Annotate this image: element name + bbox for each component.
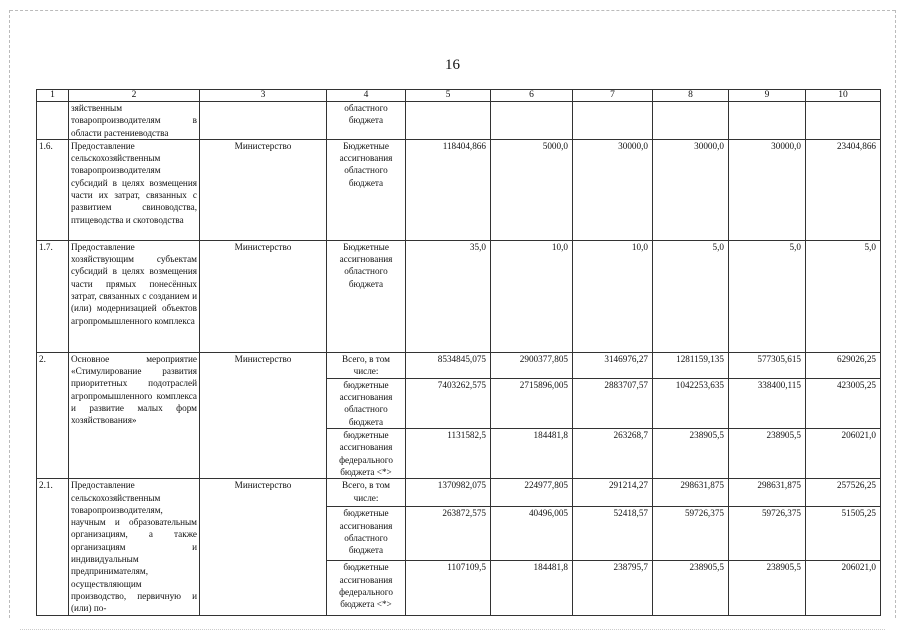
- header-cell: 9: [729, 90, 806, 102]
- value-year-2: 291214,27: [573, 479, 653, 507]
- value-year-3: [653, 102, 729, 140]
- value-total: 1131582,5: [406, 429, 491, 479]
- value-year-2: 52418,57: [573, 507, 653, 561]
- value-year-1: 2715896,005: [491, 378, 573, 428]
- header-cell: 8: [653, 90, 729, 102]
- activity-name: Основное мероприятие «Стимулирование развития приоритетных подотраслей агропромышленного комплекса и развитие малых форм хозяйствования»: [69, 352, 200, 478]
- value-year-5: 257526,25: [806, 479, 881, 507]
- value-total: 7403262,575: [406, 378, 491, 428]
- header-row: [37, 90, 881, 102]
- header-cell: 1: [37, 90, 69, 102]
- value-year-5: 5,0: [806, 240, 881, 352]
- value-year-1: 40496,005: [491, 507, 573, 561]
- funding-source: областного бюджета: [327, 102, 406, 140]
- page-edge-right: [895, 10, 896, 618]
- header-cell: 2: [69, 90, 200, 102]
- value-year-4: 298631,875: [729, 479, 806, 507]
- value-year-3: 30000,0: [653, 139, 729, 240]
- value-year-1: 10,0: [491, 240, 573, 352]
- value-year-4: [729, 102, 806, 140]
- funding-source: Бюджетные ассигнования областного бюджета: [327, 139, 406, 240]
- page-number: 16: [445, 57, 460, 73]
- header-cell: 6: [491, 90, 573, 102]
- funding-source: бюджетные ассигнования областного бюджета: [327, 378, 406, 428]
- value-year-1: 184481,8: [491, 429, 573, 479]
- value-year-1: 5000,0: [491, 139, 573, 240]
- value-year-5: 23404,866: [806, 139, 881, 240]
- value-total: 263872,575: [406, 507, 491, 561]
- value-year-1: 2900377,805: [491, 352, 573, 378]
- executor: Министерство: [200, 352, 327, 478]
- value-year-5: 51505,25: [806, 507, 881, 561]
- funding-source: Бюджетные ассигнования областного бюджета: [327, 240, 406, 352]
- value-year-2: 263268,7: [573, 429, 653, 479]
- row-number: 2.: [37, 352, 69, 478]
- value-total: 1370982,075: [406, 479, 491, 507]
- header-cell: 3: [200, 90, 327, 102]
- value-year-1: [491, 102, 573, 140]
- value-year-1: 224977,805: [491, 479, 573, 507]
- value-year-4: 238905,5: [729, 429, 806, 479]
- table-row: [37, 479, 881, 507]
- funding-source: Всего, в том числе:: [327, 352, 406, 378]
- funding-source: бюджетные ассигнования федерального бюджета <*>: [327, 561, 406, 615]
- row-number: 1.7.: [37, 240, 69, 352]
- budget-table: [36, 89, 881, 616]
- row-number: 1.6.: [37, 139, 69, 240]
- value-total: [406, 102, 491, 140]
- value-total: 8534845,075: [406, 352, 491, 378]
- value-year-5: 629026,25: [806, 352, 881, 378]
- header-cell: 10: [806, 90, 881, 102]
- value-year-3: 1042253,635: [653, 378, 729, 428]
- activity-name: Предоставление сельскохозяйственным товаропроизводителям субсидий в целях возмещения части их затрат, связанных с развитием свиноводства, птицеводства и скотоводства: [69, 139, 200, 240]
- row-number: [37, 102, 69, 140]
- executor: Министерство: [200, 139, 327, 240]
- table-row: [37, 352, 881, 378]
- table-row: [37, 102, 881, 140]
- value-year-4: 30000,0: [729, 139, 806, 240]
- executor: [200, 102, 327, 140]
- value-year-2: 10,0: [573, 240, 653, 352]
- value-year-3: 238905,5: [653, 561, 729, 615]
- value-year-4: 338400,115: [729, 378, 806, 428]
- value-year-2: 238795,7: [573, 561, 653, 615]
- value-year-4: 5,0: [729, 240, 806, 352]
- activity-name: Предоставление хозяйствующим субъектам субсидий в целях возмещения части прямых понесённых затрат, связанных с созданием и (или) модернизацией объектов агропромышленного комплекса: [69, 240, 200, 352]
- value-year-4: 577305,615: [729, 352, 806, 378]
- value-year-3: 238905,5: [653, 429, 729, 479]
- value-year-2: 3146976,27: [573, 352, 653, 378]
- header-cell: 7: [573, 90, 653, 102]
- value-year-3: 1281159,135: [653, 352, 729, 378]
- value-year-2: [573, 102, 653, 140]
- funding-source: бюджетные ассигнования областного бюджета: [327, 507, 406, 561]
- page-edge-bottom: [20, 629, 885, 630]
- funding-source: Всего, в том числе:: [327, 479, 406, 507]
- value-year-3: 5,0: [653, 240, 729, 352]
- header-cell: 4: [327, 90, 406, 102]
- value-year-3: 59726,375: [653, 507, 729, 561]
- row-number: 2.1.: [37, 479, 69, 615]
- value-total: 118404,866: [406, 139, 491, 240]
- value-total: 1107109,5: [406, 561, 491, 615]
- value-year-5: 206021,0: [806, 429, 881, 479]
- header-cell: 5: [406, 90, 491, 102]
- value-year-2: 30000,0: [573, 139, 653, 240]
- value-year-5: [806, 102, 881, 140]
- value-total: 35,0: [406, 240, 491, 352]
- activity-name: Предоставление сельскохозяйственным товаропроизводителям, научным и образовательным организациям, а также организациям и индивидуальным предпринимателям, осуществляющим производство, первичную и (или) по-: [69, 479, 200, 615]
- table-row: [37, 139, 881, 240]
- value-year-4: 59726,375: [729, 507, 806, 561]
- page-edge-top: [10, 10, 895, 11]
- table-row: [37, 240, 881, 352]
- executor: Министерство: [200, 240, 327, 352]
- value-year-3: 298631,875: [653, 479, 729, 507]
- value-year-2: 2883707,57: [573, 378, 653, 428]
- value-year-1: 184481,8: [491, 561, 573, 615]
- value-year-4: 238905,5: [729, 561, 806, 615]
- funding-source: бюджетные ассигнования федерального бюджета <*>: [327, 429, 406, 479]
- executor: Министерство: [200, 479, 327, 615]
- page-edge-left: [9, 10, 10, 618]
- activity-name: зяйственным товаропроизводителям в области растениеводства: [69, 102, 200, 140]
- value-year-5: 423005,25: [806, 378, 881, 428]
- value-year-5: 206021,0: [806, 561, 881, 615]
